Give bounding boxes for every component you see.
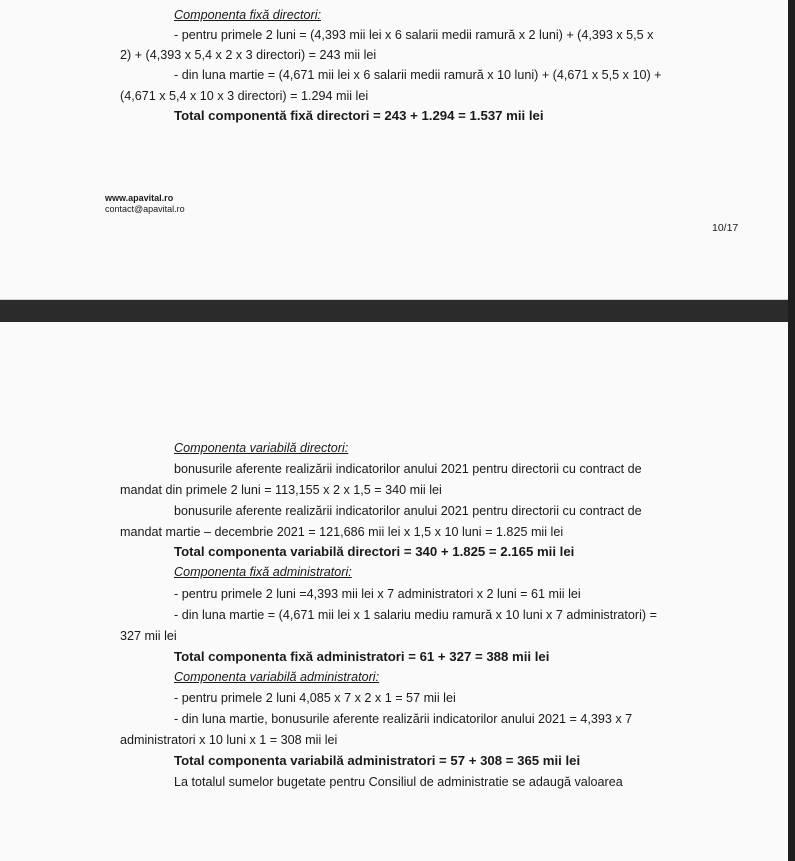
heading-variable-directors: Componenta variabilă directori: xyxy=(174,441,349,455)
footer-website: www.apavital.ro xyxy=(105,193,174,203)
heading-fixed-directors: Componenta fixă directori: xyxy=(174,8,321,22)
text-line: 2) + (4,393 x 5,4 x 2 x 3 directori) = 243 mii lei xyxy=(120,48,377,62)
page-gap xyxy=(0,299,795,322)
document-page-11 xyxy=(0,322,788,861)
text-line: mandat din primele 2 luni = 113,155 x 2 x 1,5 = 340 mii lei xyxy=(120,483,442,497)
total-fixed-directors: Total componentă fixă directori = 243 + 1.294 = 1.537 mii lei xyxy=(174,108,544,123)
text-line: - din luna martie, bonusurile aferente realizării indicatorilor anului 2021 = 4,393 x 7 xyxy=(174,712,633,726)
text-line: mandat martie – decembrie 2021 = 121,686 mii lei x 1,5 x 10 luni = 1.825 mii lei xyxy=(120,525,564,539)
text-line: bonusurile aferente realizării indicatorilor anului 2021 pentru directorii cu contract de xyxy=(174,504,642,518)
total-variable-directors: Total componenta variabilă directori = 340 + 1.825 = 2.165 mii lei xyxy=(174,544,575,559)
total-fixed-administrators: Total componenta fixă administratori = 61 + 327 = 388 mii lei xyxy=(174,649,550,664)
text-line: 327 mii lei xyxy=(120,629,177,643)
text-line: - din luna martie = (4,671 mii lei x 1 salariu mediu ramură x 10 luni x 7 administratori) = xyxy=(174,608,657,622)
text-line: La totalul sumelor bugetate pentru Consiliul de administratie se adaugă valoarea xyxy=(174,775,623,789)
text-line: (4,671 x 5,4 x 10 x 3 directori) = 1.294 mii lei xyxy=(120,89,369,103)
text-line: - pentru primele 2 luni 4,085 x 7 x 2 x 1 = 57 mii lei xyxy=(174,691,456,705)
text-line: - pentru primele 2 luni = (4,393 mii lei x 6 salarii medii ramură x 2 luni) + (4,393 x 5,5 x xyxy=(174,28,654,42)
footer-email: contact@apavital.ro xyxy=(105,204,185,214)
document-page-10 xyxy=(0,0,788,300)
heading-variable-administrators: Componenta variabilă administratori: xyxy=(174,670,380,684)
text-line: - din luna martie = (4,671 mii lei x 6 salarii medii ramură x 10 luni) + (4,671 x 5,5 x 10) + xyxy=(174,68,662,82)
footer xyxy=(105,193,185,215)
heading-fixed-administrators: Componenta fixă administratori: xyxy=(174,565,352,579)
text-line: bonusurile aferente realizării indicatorilor anului 2021 pentru directorii cu contract de xyxy=(174,462,642,476)
text-line: - pentru primele 2 luni =4,393 mii lei x 7 administratori x 2 luni = 61 mii lei xyxy=(174,587,581,601)
viewer-edge xyxy=(788,0,795,861)
total-variable-administrators: Total componenta variabilă administratori = 57 + 308 = 365 mii lei xyxy=(174,753,581,768)
text-line: administratori x 10 luni x 1 = 308 mii lei xyxy=(120,733,338,747)
page-number: 10/17 xyxy=(712,222,739,234)
